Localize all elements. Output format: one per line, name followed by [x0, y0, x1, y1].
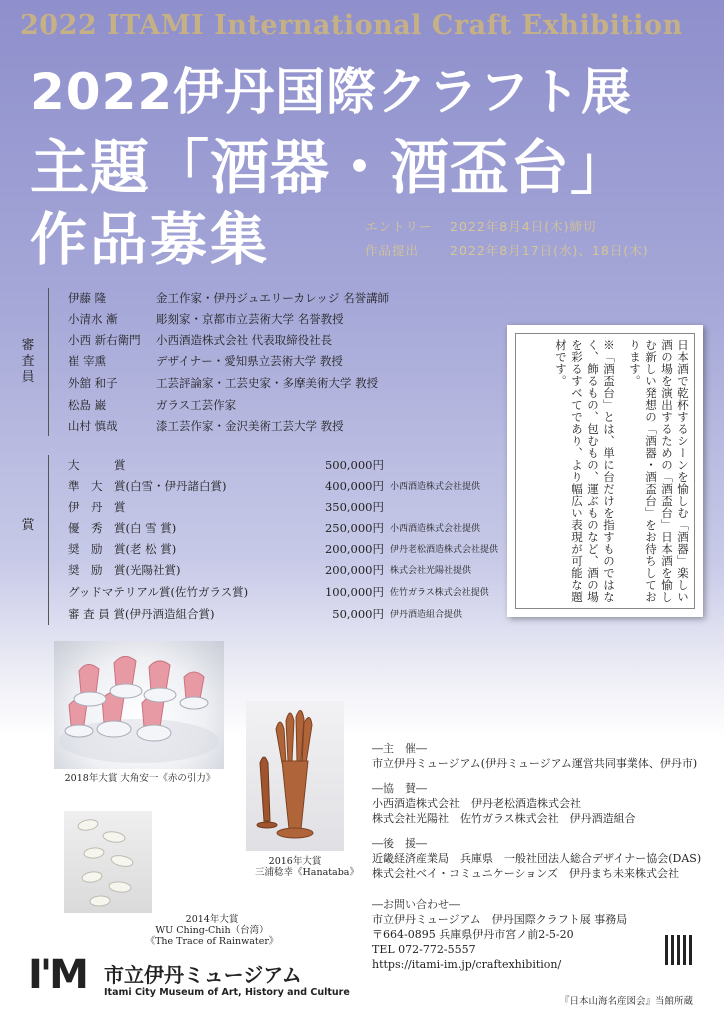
cosponsor-section [372, 781, 717, 826]
judge-name: 崔 宰熏 [68, 354, 107, 368]
judges-divider [48, 288, 49, 436]
contact-phone: TEL 072-772-5557 [372, 943, 476, 956]
photo-2018-grand-prize [54, 641, 224, 769]
award-name: 大 賞 [68, 458, 126, 472]
award-row [68, 520, 518, 539]
photo-2014-caption [137, 914, 287, 947]
host-heading: ―主 催― [372, 742, 427, 755]
award-name: 準 大 賞(白雪・伊丹諸白賞) [68, 479, 227, 493]
museum-name: 市立伊丹ミュージアム [104, 963, 302, 987]
photo-2016-caption-year: 2016年大賞 [268, 856, 322, 867]
awards-section-label: 賞 [21, 518, 35, 533]
cosponsor-text-1: 小西酒造株式会社 伊丹老松酒造株式会社 [372, 797, 581, 810]
judge-title: 漆工芸作家・金沢美術工芸大学 教授 [156, 419, 344, 433]
award-row [68, 478, 518, 497]
photo-2014-caption-title: 《The Trace of Rainwater》 [145, 936, 279, 947]
host-section [372, 741, 717, 771]
entry-deadline [365, 217, 596, 235]
award-amount: 50,000円 [332, 607, 384, 621]
contact-office: 市立伊丹ミュージアム 伊丹国際クラフト展 事務局 [372, 913, 628, 926]
contact-url-link[interactable]: https://itami-im.jp/craftexhibition/ [372, 958, 562, 971]
award-name: 伊 丹 賞 [68, 500, 126, 514]
message-box [507, 325, 703, 617]
theme-title: 主題「酒器・酒盃台」 [30, 133, 631, 202]
support-text-1: 近畿経済産業局 兵庫県 一般社団法人総合デザイナー協会(DAS) [372, 852, 702, 865]
cosponsor-heading: ―協 賛― [372, 782, 427, 795]
award-amount: 200,000円 [324, 563, 384, 577]
award-name: 奨 励 賞(老 松 賞) [68, 542, 177, 556]
support-heading: ―後 援― [372, 837, 427, 850]
judge-title: 金工作家・伊丹ジュエリーカレッジ 名誉講師 [156, 291, 390, 305]
award-sponsor: 株式会社光陽社提供 [390, 566, 472, 576]
award-amount: 400,000円 [324, 479, 384, 493]
award-amount: 500,000円 [324, 458, 384, 472]
judge-row [68, 418, 508, 437]
judge-row [68, 290, 508, 309]
red-cups-artwork-image [54, 641, 224, 769]
award-row [68, 541, 518, 560]
cosponsor-text-2: 株式会社光陽社 佐竹ガラス株式会社 伊丹酒造組合 [372, 812, 636, 825]
award-name: 優 秀 賞(白 雪 賞) [68, 521, 177, 535]
judge-name: 小西 新右衛門 [68, 333, 141, 347]
award-amount: 200,000円 [324, 542, 384, 556]
contact-heading: ―お問い合わせ― [372, 898, 460, 911]
award-name: グッドマテリアル賞(佐竹ガラス賞) [68, 585, 249, 599]
photo-2014-grand-prize [64, 811, 152, 913]
submission-deadline-date: 2022年8月17日(水)、18日(木) [450, 243, 649, 258]
judge-name: 松島 巌 [68, 398, 107, 412]
judge-row [68, 397, 508, 416]
judge-title: 小西酒造株式会社 代表取締役社長 [156, 333, 333, 347]
entry-deadline-label: エントリー [365, 219, 433, 234]
award-row [68, 606, 518, 625]
contact-address: 〒664-0895 兵庫県伊丹市宮ノ前2-5-20 [372, 928, 574, 941]
judge-title: デザイナー・愛知県立芸術大学 教授 [156, 354, 343, 368]
award-sponsor: 伊丹酒造組合提供 [390, 610, 463, 620]
award-name: 審 査 員 賞(伊丹酒造組合賞) [68, 607, 215, 621]
message-text [521, 339, 691, 605]
award-row [68, 584, 518, 603]
award-amount: 350,000円 [324, 500, 384, 514]
footnote: 『日本山海名産図会』当館所蔵 [560, 996, 694, 1007]
photo-2018-caption: 2018年大賞 大角安一《赤の引力》 [64, 773, 216, 784]
main-title: 2022伊丹国際クラフト展 [30, 63, 633, 121]
award-sponsor: 小西酒造株式会社提供 [390, 482, 481, 492]
message-paragraph-intro: 日本酒で乾杯するシーンを愉しむ「酒器」楽しい酒の場を演出するための「酒盃台」日本酒を愉しむ新しい発想の「酒器・酒盃台」をお待ちしております。 [628, 339, 690, 603]
awards-divider [48, 455, 49, 625]
judge-title: 工芸評論家・工芸史家・多摩美術大学 教授 [156, 376, 379, 390]
glass-leaves-artwork-image [64, 811, 152, 913]
judge-name: 伊藤 隆 [68, 291, 107, 305]
museum-logo-mark: I'M [28, 952, 86, 998]
judge-row [68, 332, 508, 351]
submission-deadline [365, 241, 649, 259]
photo-2016-caption-title: 三浦稔幸《Hanataba》 [255, 867, 359, 878]
judge-name: 外舘 和子 [68, 376, 118, 390]
judge-row [68, 311, 508, 330]
qr-code-icon[interactable] [665, 935, 695, 965]
photo-2016-caption [255, 856, 359, 878]
judge-row [68, 375, 508, 394]
entry-deadline-date: 2022年8月4日(木)締切 [450, 219, 597, 234]
award-name: 奨 励 賞(光陽社賞) [68, 563, 181, 577]
award-amount: 100,000円 [324, 585, 384, 599]
call-for-works-title: 作品募集 [30, 207, 270, 273]
judge-name: 小清水 漸 [68, 312, 118, 326]
english-title: 2022 ITAMI International Craft Exhibition [20, 10, 683, 41]
award-row [68, 562, 518, 581]
judge-row [68, 353, 508, 372]
judge-title: ガラス工芸作家 [156, 398, 237, 412]
museum-subtitle: Itami City Museum of Art, History and Culture [104, 987, 350, 998]
photo-2014-caption-artist: WU Ching-Chih（台湾） [155, 925, 269, 936]
award-sponsor: 小西酒造株式会社提供 [390, 524, 481, 534]
judge-name: 山村 慎哉 [68, 419, 118, 433]
award-row [68, 457, 518, 476]
award-sponsor: 佐竹ガラス株式会社提供 [390, 588, 489, 598]
photo-2014-caption-year: 2014年大賞 [185, 914, 239, 925]
wooden-bouquet-artwork-image [246, 701, 344, 851]
judges-section-label: 審査員 [21, 338, 35, 385]
support-section [372, 836, 717, 881]
award-row [68, 499, 518, 518]
award-amount: 250,000円 [324, 521, 384, 535]
award-sponsor: 伊丹老松酒造株式会社提供 [390, 545, 499, 555]
host-text: 市立伊丹ミュージアム(伊丹ミュージアム運営共同事業体、伊丹市) [372, 757, 698, 770]
message-paragraph-note: ※「酒盃台」とは、単に台だけを指すものではなく、飾るもの、包むもの、運ぶものなど、酒の場を彩るすべてであり、より幅広い表現が可能な題材です。 [554, 339, 616, 603]
support-text-2: 株式会社ベイ・コミュニケーションズ 伊丹まち未来株式会社 [372, 867, 680, 880]
photo-2016-grand-prize [246, 701, 344, 851]
judge-title: 彫刻家・京都市立芸術大学 名誉教授 [156, 312, 344, 326]
submission-deadline-label: 作品提出 [365, 243, 420, 258]
